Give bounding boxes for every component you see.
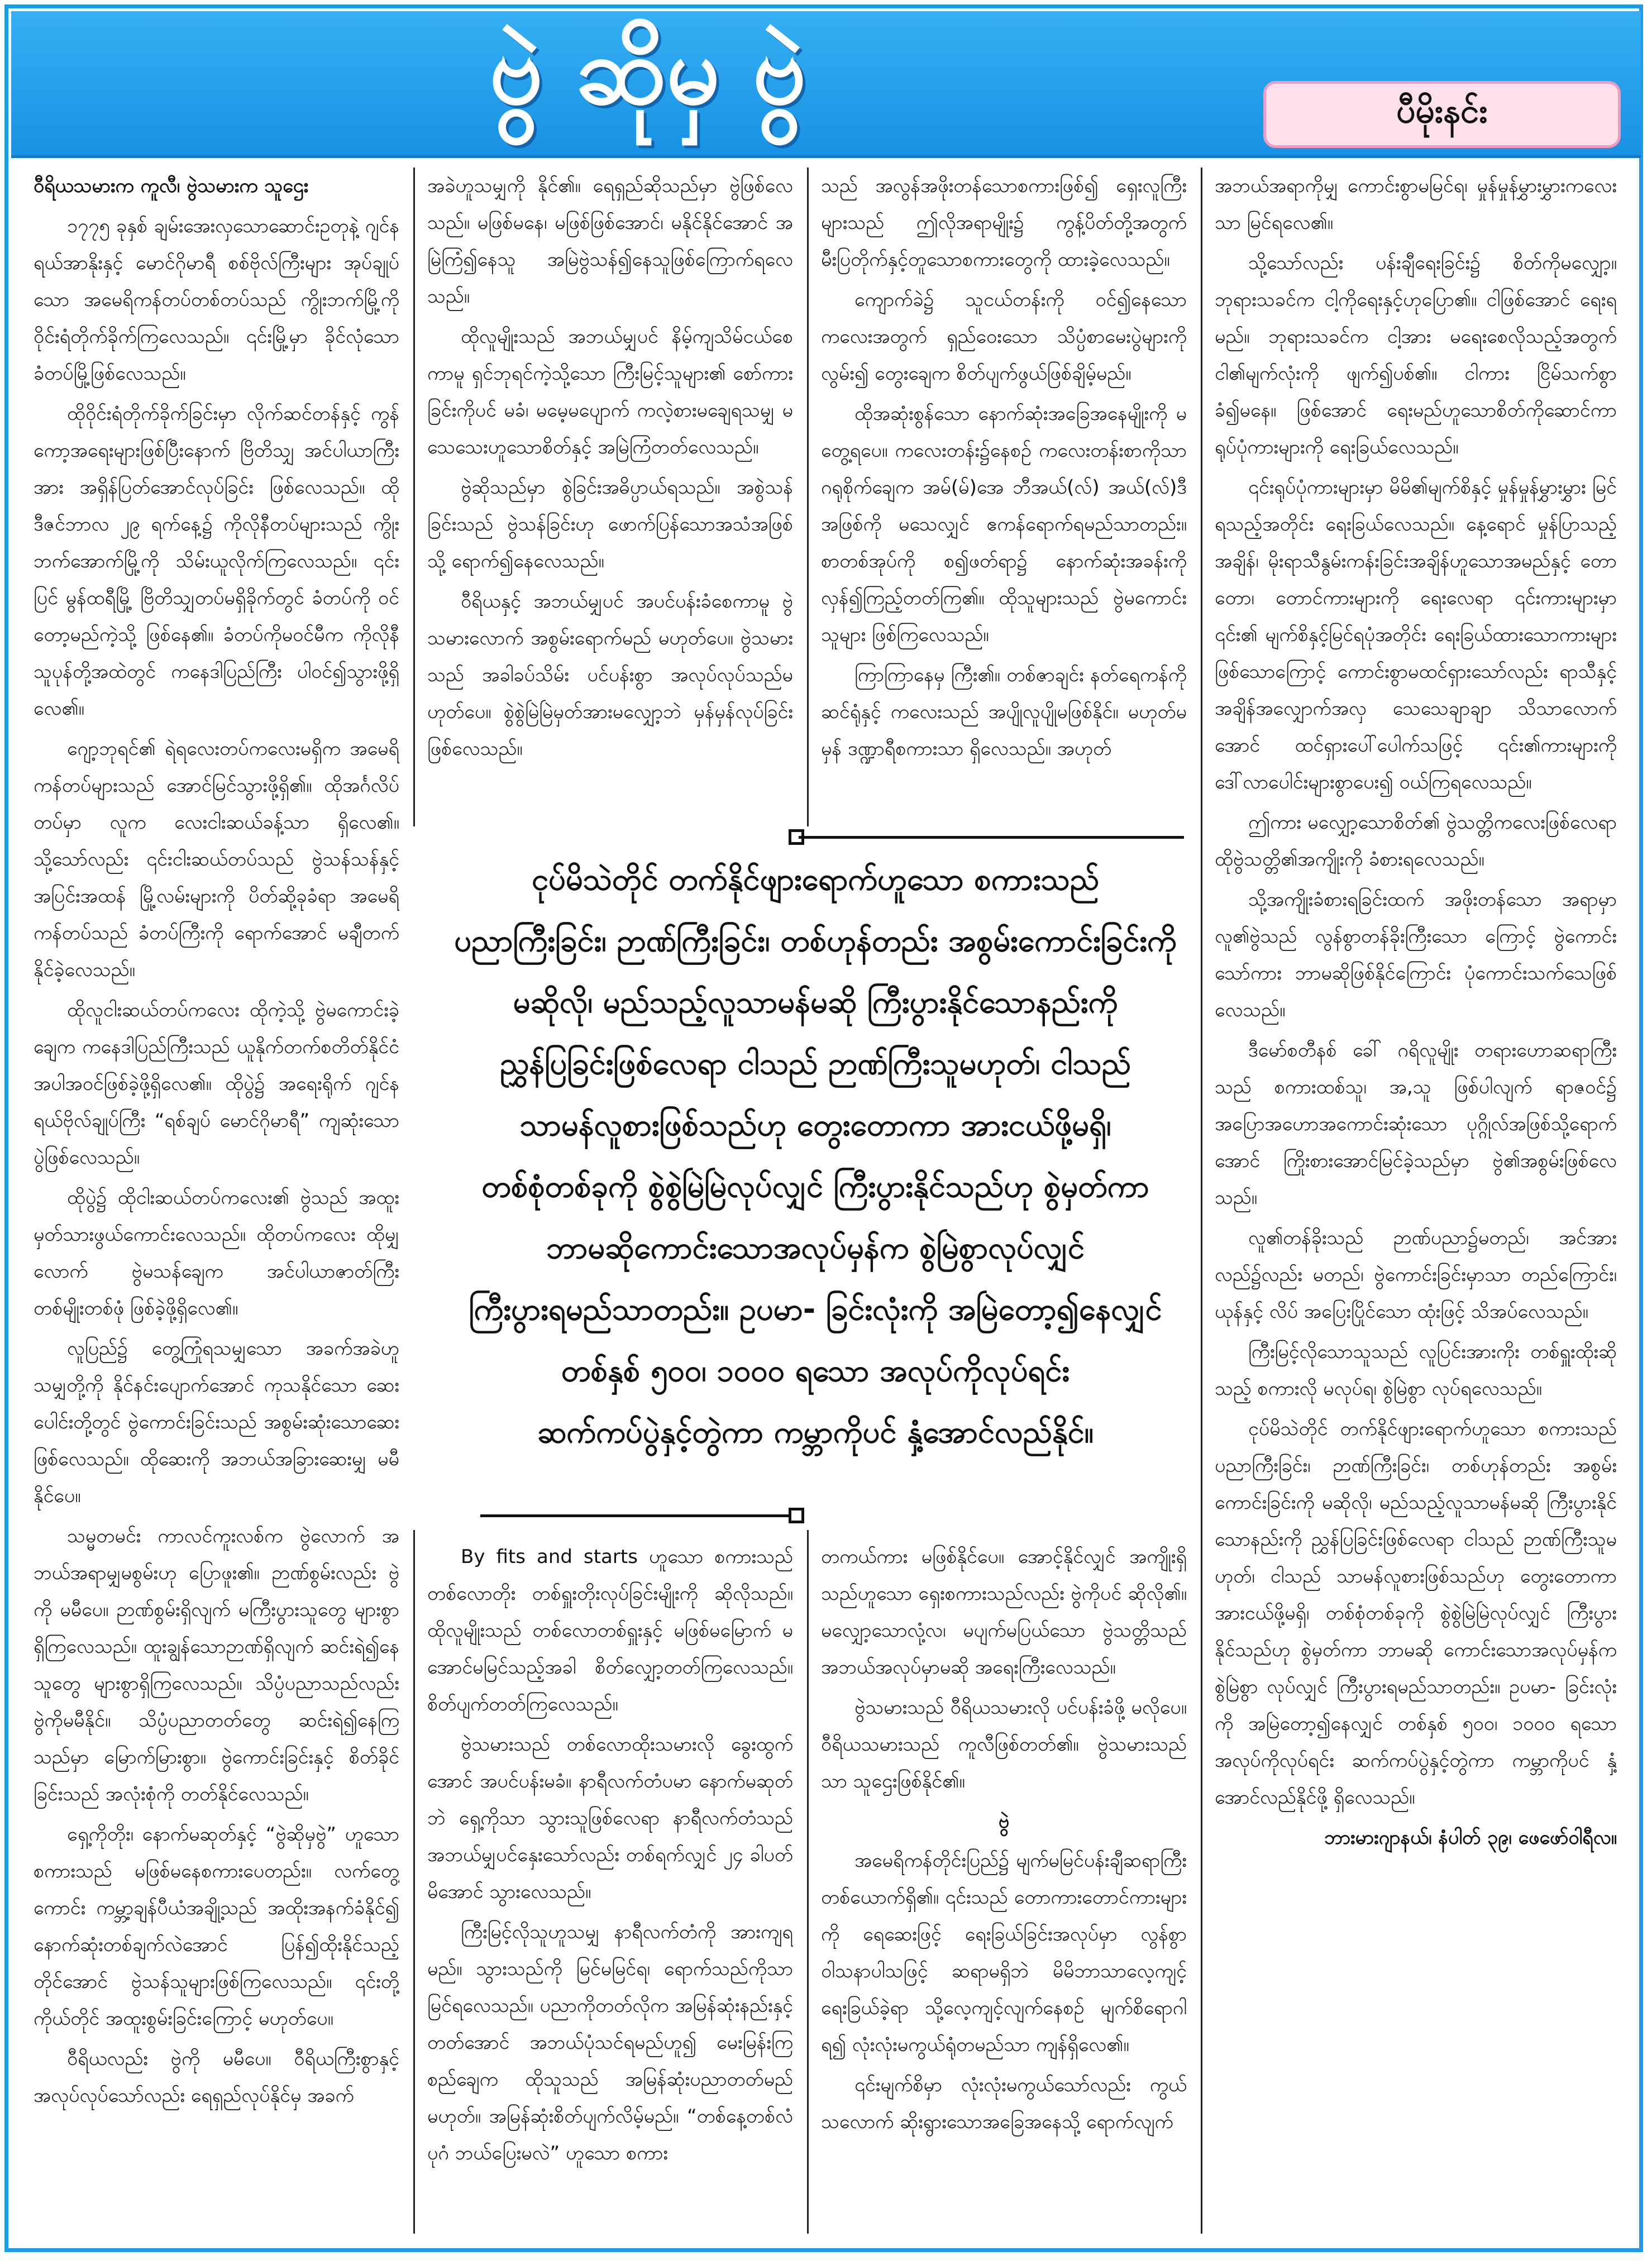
column-3-bottom [821, 1538, 1187, 2234]
paragraph: ကြီးမြင့်လိုသူဟူသမျှ နာရီလက်တံကို အားကျရမည်။ သွားသည်ကို မြင်မမြင်ရ၊ ရောက်သည်ကိုသာ မြင်ရလေသည်။ ပညာကိုတတ်လိုက အမြန်ဆုံးနည်းနှင့် တတ်အောင် အဘယ်ပုံသင်ရမည်ဟူ၍ မေးမြန်းကြစည်ချေက ထိုသူသည် အမြန်ဆုံးပညာတတ်မည်မဟုတ်။ အမြန်ဆုံးစိတ်ပျက်လိမ့်မည်။ “တစ်နေ့တစ်လံ ပုဂံ ဘယ်ပြေးမလဲ” ဟူသော စကား [427, 1921, 793, 2164]
quote-line: ပညာကြီးခြင်း၊ ဉာဏ်ကြီးခြင်း၊ တစ်ဟုန်တည်း အစွမ်းကောင်းခြင်းကို [454, 923, 1177, 958]
paragraph: By fits and starts ဟူသော စကားသည် တစ်လောတိုး တစ်ရှူးတိုးလုပ်ခြင်းမျိုးကို ဆိုလိုသည်။ ထိုလူမျိုးသည် တစ်လောတစ်ရှူးနှင့် မဖြစ်မမြောက် မအောင်မမြင်သည့်အခါ စိတ်လျှော့တတ်ကြလေသည်။ စိတ်ပျက်တတ်ကြလေသည်။ [427, 1546, 793, 1715]
quote-line: တစ်နှစ် ၅၀၀၊ ၁၀၀၀ ရသော အလုပ်ကိုလုပ်ရင်း [561, 1353, 1070, 1388]
paragraph: ဗွဲသမားသည် တစ်လောထိုးသမားလို ခွေးထွက်အောင် အပင်ပန်းမခံ။ နာရီလက်တံပမာ နောက်မဆုတ်ဘဲ ရှေ့ကိုသာ သွားသူဖြစ်လေရာ နာရီလက်တံသည် အဘယ်မျှပင်နှေးသော်လည်း တစ်ရက်လျှင် ၂၄ ခါပတ်မိအောင် သွားလေသည်။ [427, 1733, 793, 1903]
paragraph: အခဲဟူသမျှကို နိုင်၏။ ရေရှည်ဆိုသည်မှာ ဗွဲဖြစ်လေသည်။ မဖြစ်မနေ၊ မဖြစ်ဖြစ်အောင်၊ မနိုင်နိုင်အောင် အမြဲကြံ၍နေသူ အမြဲဗွဲသန်၍နေသူဖြစ်ကြောက်ရလေသည်။ [427, 175, 793, 308]
quote-line: ကြီးပွားရမည်သာတည်း။ ဥပမာ- ခြင်းလုံးကို အမြဲတော့၍နေလျှင် [469, 1292, 1162, 1327]
quote-line: ဘာမဆိုကောင်းသောအလုပ်မှန်က စွဲမြဲစွာလုပ်လျှင် [546, 1230, 1085, 1265]
paragraph: သည် အလွန်အဖိုးတန်သောစကားဖြစ်၍ ရှေးလူကြီးများသည် ဤလိုအရာမျိုး၌ ကွန့်ပိတ်တို့အတွက် မီးပြတိုက်နှင့်တူသောစကားတွေကို ထားခဲ့လေသည်။ [821, 175, 1187, 271]
paragraph: သို့သော်လည်း ပန်းချီရေးခြင်း၌ စိတ်ကိုမလျှော့။ ဘုရားသခင်က ငါ့ကိုရေးနှင့်ဟုပြော၏။ ငါဖြစ်အောင် ရေးရမည်။ ဘုရားသခင်က ငါ့အား မရေးစေလိုသည့်အတွက် ငါ၏မျက်လုံးကို ဖျက်၍ပစ်၏။ ငါကား ငြိမ်သက်စွာ ခံ၍မနေ။ ဖြစ်အောင် ရေးမည်ဟူသောစိတ်ကိုဆောင်ကာ ရုပ်ပုံကားများကို ရေးခြယ်လေသည်။ [1215, 252, 1617, 458]
paragraph: တကယ်ကား မဖြစ်နိုင်ပေ။ အောင့်နိုင်လျှင် အကျိုးရှိသည်ဟူသော ရှေးစကားသည်လည်း ဗွဲကိုပင် ဆိုလို၏။ မလျှော့သောလုံ့လ၊ မပျက်မပြယ်သော ဗွဲသတ္တိသည် အဘယ်အလုပ်မှာမဆို အရေးကြီးလေသည်။ [821, 1546, 1187, 1679]
paragraph: ထိုအဆုံးစွန်သော နောက်ဆုံးအခြေအနေမျိုးကို မတွေ့ရပေ။ ကလေးတန်း၌နေစဉ် ကလေးတန်းစာကိုသာ ဂရုစိုက်ချေက အမ်(မ်)အေ ဘီအယ်(လ်) အယ်(လ်)ဒီအဖြစ်ကို မသေလျှင် ဧကန်ရောက်ရမည်သာတည်း။ စာတစ်အုပ်ကို စ၍ဖတ်ရာ၌ နောက်ဆုံးအခန်းကို လှန်၍ကြည့်တတ်ကြ၏။ ထိုသူများသည် ဗွဲမကောင်းသူများ ဖြစ်ကြလေသည်။ [821, 403, 1187, 646]
paragraph: လူ၏တန်ခိုးသည် ဉာဏ်ပညာ၌မတည်၊ အင်အားလည်၌လည်း မတည်၊ ဗွဲကောင်းခြင်းမှာသာ တည်ကြောင်း၊ ယုန်နှင့် လိပ် အပြေးပြိုင်သော ထုံးဖြင့် သိအပ်လေသည်။ [1215, 1227, 1617, 1323]
quote-line: မဆိုလို၊ မည်သည့်လူသာမန်မဆို ကြီးပွားနိုင်သောနည်းကို [513, 984, 1118, 1020]
paragraph: သို့အကျိုးခံစားရခြင်းထက် အဖိုးတန်သော အရာမှာ လူ၏ဗွဲသည် လွန်စွာတန်ခိုးကြီးသော ကြောင့် ဗွဲကောင်းသော်ကား ဘာမဆိုဖြစ်နိုင်ကြောင်း ပုံကောင်းသက်သေဖြစ်လေသည်။ [1215, 888, 1617, 1021]
column-divider [807, 1530, 809, 2234]
paragraph: ထိုဝိုင်းရံတိုက်ခိုက်ခြင်းမှာ လိုက်ဆင်တန်နှင့် ကွန်ကော့အရေးများဖြစ်ပြီးနောက် ဗြိတိသျှ အင်ပါယာကြီးအား အရှိန်ပြတ်အောင်လုပ်ခြင်း ဖြစ်လေသည်။ ထိုဒီဇင်ဘာလ ၂၉ ရက်နေ့၌ ကိုလိုနီတပ်များသည် ကွိုးဘက်အောက်မြို့ကို သိမ်းယူလိုက်ကြလေသည်။ ၎င်းပြင် မွန်ထရီမြို့ ဗြိတိသျှတပ်မရှိခိုက်တွင် ခံတပ်ကို ဝင်တော့မည်ကဲ့သို့ ဖြစ်နေ၏။ ခံတပ်ကိုမဝင်မီက ကိုလိုနီသူပုန်တို့အထဲတွင် ကနေဒါပြည်ကြီး ပါဝင်၍သွားဖို့ရှိလေ၏။ [34, 403, 399, 720]
quote-line: တစ်စုံတစ်ခုကို စွဲစွဲမြဲမြဲလုပ်လျှင် ကြီးပွားနိုင်သည်ဟု စွဲမှတ်ကာ [481, 1169, 1149, 1204]
paragraph: ထိုလူမျိုးသည် အဘယ်မျှပင် နိမ့်ကျသိမ်ငယ်စေကာမူ ရှင်ဘုရင်ကဲ့သို့သော ကြီးမြင့်သူများ၏ စော်ကားခြင်းကိုပင် မခံ၊ မမေ့မပျောက် ကလဲ့စားမချေရသမျှ မသေသေးဟူသောစိတ်နှင့် အမြဲကြံတတ်လေသည်။ [427, 326, 793, 458]
paragraph: ဗွဲဆိုသည်မှာ စွဲခြင်းအဓိပ္ပာယ်ရသည်။ အစွဲသန်ခြင်းသည် ဗွဲသန်ခြင်းဟု ဖောက်ပြန်သောအသံအဖြစ်သို့ ရောက်၍နေလေသည်။ [427, 476, 793, 572]
paragraph: ဤကား မလျှော့သောစိတ်၏ ဗွဲသတ္တိကလေးဖြစ်လေရာ ထိုဗွဲသတ္တိ၏အကျိုးကို ခံစားရလေသည်။ [1215, 811, 1617, 871]
quote-line: ညွှန်ပြခြင်းဖြစ်လေရာ ငါသည် ဉာဏ်ကြီးသူမဟုတ်၊ ငါသည် [500, 1046, 1131, 1081]
paragraph: ဝီရိယနှင့် အဘယ်မျှပင် အပင်ပန်းခံစေကာမူ ဗွဲသမားလောက် အစွမ်းရောက်မည် မဟုတ်ပေ။ ဗွဲသမားသည် အခါခပ်သိမ်း ပင်ပန်းစွာ အလုပ်လုပ်သည်မဟုတ်ပေ။ စွဲစွဲမြဲမြဲမှတ်အားမလျှော့ဘဲ မှန်မှန်လုပ်ခြင်း ဖြစ်လေသည်။ [427, 590, 793, 760]
quote-rule-bottom [480, 1514, 793, 1517]
paragraph: ၁၇၇၅ ခုနှစ် ချမ်းအေးလှသောဆောင်းဥတုနဲ့ ဂျင်နရယ်အာနိုးနှင့် မောင်ဂိုမာရီ စစ်ဗိုလ်ကြီးများ အုပ်ချုပ်သော အမေရိကန်တပ်တစ်တပ်သည် ကွိုးဘက်မြို့ကို ဝိုင်းရံတိုက်ခိုက်ကြလေသည်။ ၎င်းမြို့မှာ ခိုင်လုံသော ခံတပ်မြို့ဖြစ်လေသည်။ [34, 215, 399, 385]
paragraph: သမ္မတမင်း ကာလင်ကူးလစ်က ဗွဲလောက် အဘယ်အရာမျှမစွမ်းဟု ပြောဖူး၏။ ဉာဏ်စွမ်းလည်း ဗွဲကို မမီပေ။ ဉာဏ်စွမ်းရှိလျက် မကြီးပွားသူတွေ များစွာရှိကြလေသည်။ ထူးချွန်သောဉာဏ်ရှိလျက် ဆင်းရဲ၍နေသူတွေ များစွာရှိကြလေသည်။ သိပ္ပံပညာသည်လည်း ဗွဲကိုမမီနိုင်။ သိပ္ပံပညာတတ်တွေ ဆင်းရဲ၍နေကြသည်မှာ မြောက်မြားစွာ။ ဗွဲကောင်းခြင်းနှင့် စိတ်ခိုင်ခြင်းသည် အလုံးစုံကို တတ်နိုင်လေသည်။ [34, 1525, 399, 1805]
quote-line: သာမန်လူစားဖြစ်သည်ဟု တွေးတောကာ အားငယ်ဖို့မရှိ၊ [519, 1107, 1111, 1143]
column-divider [1201, 168, 1202, 2234]
column-3-top [821, 168, 1187, 838]
column-2-bottom [427, 1538, 793, 2234]
paragraph: ၎င်းမျက်စိမှာ လုံးလုံးမကွယ်သော်လည်း ကွယ်သလောက် ဆိုးရွားသောအခြေအနေသို့ ရောက်လျက် [821, 2074, 1187, 2133]
quote-line: ဆက်ကပ်ပွဲနှင့်တွဲကာ ကမ္ဘာကိုပင် နှံ့အောင်လည်နိုင်။ [537, 1414, 1094, 1450]
sub-heading: ဗွဲ [998, 1810, 1010, 1833]
column-divider [807, 168, 809, 826]
paragraph: ဝီရိယလည်း ဗွဲကို မမီပေ။ ဝီရိယကြီးစွာနှင့် အလုပ်လုပ်သော်လည်း ရေရှည်လုပ်နိုင်မှ အခက် [34, 2048, 399, 2107]
column-divider [413, 1530, 415, 2234]
column-4 [1215, 168, 1617, 2234]
paragraph: ၎င်းရုပ်ပုံကားများမှာ မိမိ၏မျက်စိနှင့် မှုန်မှုန်မွှားမွှား မြင်ရသည့်အတိုင်း ရေးခြယ်လေသည်။ နေ့ရောင် မှုန်ပြာသည့်အချိန်၊ မိုးရာသီနွမ်းကန်းခြင်းအချိန်ဟူသောအမည်နှင့် တောတော၊ တောင်ကားများကို ရေးလေရာ ၎င်းကားများမှာ ၎င်း၏ မျက်စိနှင့်မြင်ရပုံအတိုင်း ရေးခြယ်ထားသောကားများဖြစ်သောကြောင့် ကောင်းစွာမထင်ရှားသော်လည်း ရာသီနှင့် အချိန်အလျှောက်အလှ သေသေချာချာ သိသာလောက်အောင် ထင်ရှားပေါ်ပေါက်သဖြင့် ၎င်း၏ကားများကို ဒေါ်လာပေါင်းများစွာပေး၍ ဝယ်ကြရလေသည်။ [1215, 476, 1617, 793]
source-citation: ဘားမားဂျာနယ်၊ နံပါတ် ၃၉၊ ဖေဖော်ဝါရီလ။ [1324, 1827, 1617, 1849]
paragraph: ကြာကြာနေမှ ကြီး၏။ တစ်ဇာချင်း နတ်ရေကန်ကို ဆင်ရုံနှင့် ကလေးသည် အပျိုလူပျိုမဖြစ်နိုင်။ မဟုတ်မမှန် ဒဏ္ဍာရီစကားသာ ရှိလေသည်။ အဟုတ် [821, 664, 1187, 760]
column-1 [34, 168, 399, 2234]
quote-marker-square [789, 1508, 804, 1523]
paragraph: ဒီမော်စတီနစ် ခေါ် ဂရိလူမျိုး တရားဟောဆရာကြီးသည် စကားထစ်သူ၊ အ,သူ ဖြစ်ပါလျက် ရာဇဝင်၌ အပြောအဟောအကောင်းဆုံးသော ပုဂ္ဂိုလ်အဖြစ်သို့ရောက်အောင် ကြိုးစားအောင်မြင်ခဲ့သည်မှာ ဗွဲ၏အစွမ်းဖြစ်လေသည်။ [1215, 1039, 1617, 1209]
paragraph: ဗွဲသမားသည် ဝီရိယသမားလို ပင်ပန်းခံဖို့ မလိုပေ။ ဝီရိယသမားသည် ကူလီဖြစ်တတ်၏။ ဗွဲသမားသည်သာ သူဌေးဖြစ်နိုင်၏။ [821, 1696, 1187, 1792]
paragraph: ထိုပွဲ၌ ထိုငါးဆယ်တပ်ကလေး၏ ဗွဲသည် အထူးမှတ်သားဖွယ်ကောင်းလေသည်။ ထိုတပ်ကလေး ထိုမျှလောက် ဗွဲမသန်ချေက အင်ပါယာဇာတ်ကြီး တစ်မျိုးတစ်ဖုံ ဖြစ်ခဲ့ဖို့ရှိလေ၏။ [34, 1187, 399, 1320]
paragraph: လူပြည်၌ တွေ့ကြုံရသမျှသော အခက်အခဲဟူ သမျှတို့ကို နိုင်နင်းပျောက်အောင် ကုသနိုင်သော ဆေးပေါင်းတို့တွင် ဗွဲကောင်းခြင်းသည် အစွမ်းဆုံးသောဆေးဖြစ်လေသည်။ ထိုဆေးကို အဘယ်အခြားဆေးမျှ မမီနိုင်ပေ။ [34, 1337, 399, 1507]
author-name-box: ပီမိုးနင်း [1263, 81, 1621, 148]
paragraph: ကျောက်ခဲ၌ သူငယ်တန်းကို ဝင်၍နေသော ကလေးအတွက် ရှည်ဝေးသော သိပ္ပံစာမေးပွဲများကို လွမ်း၍ တွေးချေက စိတ်ပျက်ဖွယ်ဖြစ်ချိမ့်မည်။ [821, 289, 1187, 385]
paragraph: ကြီးမြင့်လိုသောသူသည် လူပြင်းအားကိုး တစ်ရှူးထိုးဆိုသည့် စကားလို မလုပ်ရ၊ စွဲမြဲစွာ လုပ်ရလေသည်။ [1215, 1341, 1617, 1400]
paragraph: ဂျော့ဘုရင်၏ ရဲရလေးတပ်ကလေးမရှိက အမေရိကန်တပ်များသည် အောင်မြင်သွားဖို့ရှိ၏။ ထိုအင်္ဂလိပ်တပ်မှာ လူက လေးငါးဆယ်ခန့်သာ ရှိလေ၏။ သို့သော်လည်း ၎င်းငါးဆယ်တပ်သည် ဗွဲသန်သန်နှင့် အပြင်းအထန် မြို့လမ်းများကို ပိတ်ဆို့ခုခံရာ အမေရိကန်တပ်သည် ခံတပ်ကြီးကို ရောက်အောင် မချီတက်နိုင်ခဲ့လေသည်။ [34, 738, 399, 981]
pull-quote [436, 849, 1195, 1510]
quote-line: ငုပ်မိသဲတိုင် တက်နိုင်ဖျားရောက်ဟူသော စကားသည် [532, 862, 1099, 897]
paragraph: ထိုလူငါးဆယ်တပ်ကလေး ထိုကဲ့သို့ ဗွဲမကောင်းခဲ့ချေက ကနေဒါပြည်ကြီးသည် ယူနိုက်တက်စတိတ်နိုင်ငံ အပါအဝင်ဖြစ်ခဲ့ဖို့ရှိလေ၏။ ထိုပွဲ၌ အရေးရိုက် ဂျင်နရယ်ဗိုလ်ချုပ်ကြီး “ရစ်ချပ် မောင်ဂိုမာရီ” ကျဆုံးသောပွဲဖြစ်လေသည်။ [34, 999, 399, 1169]
column-2-top [427, 168, 793, 838]
column-divider [413, 168, 415, 826]
article-title: ဗွဲ ဆိုမှ ဗွဲ [489, 16, 806, 125]
paragraph: ရှေ့ကိုတိုး၊ နောက်မဆုတ်နှင့် “ဗွဲဆိုမှဗွဲ” ဟူသောစကားသည် မဖြစ်မနေစကားပေတည်း။ လက်တွေ့ကောင်း ကမ္ဘာ့ချန်ပီယံအချို့သည် အထိုးအနက်ခံနိုင်၍ နောက်ဆုံးတစ်ချက်လဲအောင် ပြန်၍ထိုးနိုင်သည့်တိုင်အောင် ဗွဲသန်သူများဖြစ်ကြလေသည်။ ၎င်းတို့ကိုယ်တိုင် အထူးစွမ်းခြင်းကြောင့် မဟုတ်ပေ။ [34, 1823, 399, 2030]
quote-rule-top [799, 836, 1184, 839]
section-lead: ဝီရိယသမားက ကူလီ၊ ဗွဲသမားက သူဌေး [34, 175, 309, 197]
paragraph: ငုပ်မိသဲတိုင် တက်နိုင်ဖျားရောက်ဟူသော စကားသည် ပညာကြီးခြင်း၊ ဉာဏ်ကြီးခြင်း၊ တစ်ဟုန်တည်း အစွမ်းကောင်းခြင်းကို မဆိုလို၊ မည်သည့်လူသာမန်မဆို ကြီးပွားနိုင်သောနည်းကို ညွှန်ပြခြင်းဖြစ်လေရာ ငါသည် ဉာဏ်ကြီးသူမဟုတ်၊ ငါသည် သာမန်လူစားဖြစ်သည်ဟု တွေးတောကာ အားငယ်ဖို့မရှိ၊ တစ်စုံတစ်ခုကို စွဲစွဲမြဲမြဲလုပ်လျှင် ကြီးပွားနိုင်သည်ဟု စွဲမှတ်ကာ ဘာမဆို ကောင်းသောအလုပ်မှန်က စွဲမြဲစွာ လုပ်လျှင် ကြီးပွားရမည်သာတည်း။ ဥပမာ- ခြင်းလုံးကို အမြဲတော့၍နေလျှင် တစ်နှစ် ၅၀၀၊ ၁၀၀၀ ရသော အလုပ်ကိုလုပ်ရင်း ဆက်ကပ်ပွဲနှင့်တွဲကာ ကမ္ဘာကိုပင် နှံ့အောင်လည်နိုင်ဖို့ ရှိလေသည်။ [1215, 1418, 1617, 1809]
paragraph: အဘယ်အရာကိုမျှ ကောင်းစွာမမြင်ရ၊ မှုန်မှုန်မွှားမွှားကလေးသာ မြင်ရလေ၏။ [1215, 175, 1617, 234]
paragraph: အမေရိကန်တိုင်းပြည်၌ မျက်မမြင်ပန်းချီဆရာကြီးတစ်ယောက်ရှိ၏။ ၎င်းသည် တောကားတောင်ကားများကို ရေဆေးဖြင့် ရေးခြယ်ခြင်းအလုပ်မှာ လွန်စွာဝါသနာပါသဖြင့် ဆရာမရှိဘဲ မိမိဘာသာလေ့ကျင့်ရေးခြယ်ခဲ့ရာ သို့လေ့ကျင့်လျက်နေစဉ် မျက်စိရောဂါရ၍ လုံးလုံးမကွယ်ရုံတမည်သာ ကျန်ရှိလေ၏။ [821, 1849, 1187, 2056]
